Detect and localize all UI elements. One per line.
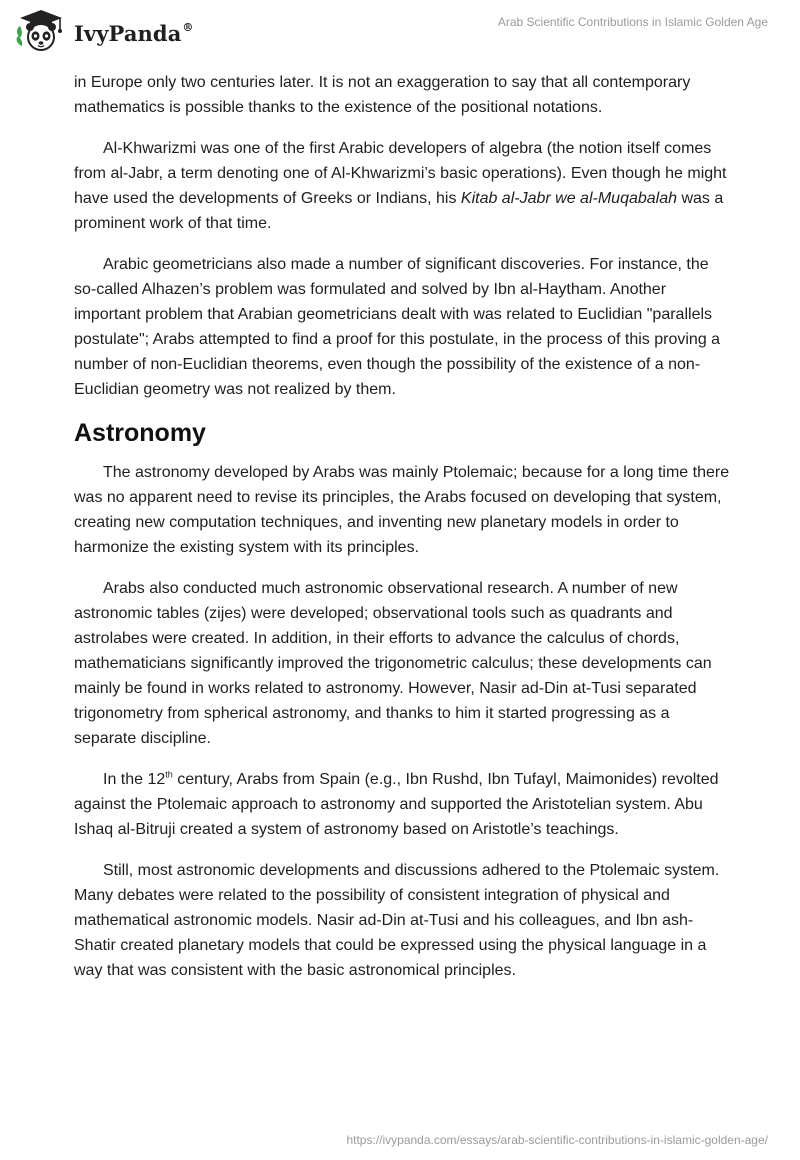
ivypanda-logo[interactable] xyxy=(14,8,194,54)
paragraph-7: Still, most astronomic developments and discussions adhered to the Ptolemaic system. Many debates were related to the possibility of consistent integration of physical and mathematical astronomic models. Nasir ad-Din at-Tusi and his colleagues, and Ibn ash-Shatir created planetary models that could be expressed using the physical language in a way that was consistent with the basic astronomical principles. xyxy=(74,862,720,979)
source-url[interactable]: https://ivypanda.com/essays/arab-scientific-contributions-in-islamic-golden-age/ xyxy=(346,1133,768,1147)
paragraph-2-text-b: was a prominent work of that time. xyxy=(74,190,724,232)
paragraph-6 xyxy=(74,767,734,842)
registered-mark: ® xyxy=(182,20,194,34)
paragraph-4: The astronomy developed by Arabs was mainly Ptolemaic; because for a long time there was no apparent need to revise its principles, the Arabs focused on developing that system, creating new computation techniques, and inventing new planetary models in order to harmonize the existing system with its principles. xyxy=(74,464,730,556)
paragraph-6-text-b: century, Arabs from Spain (e.g., Ibn Rushd, Ibn Tufayl, Maimonides) revolted against the Ptolemaic approach to astronomy and supported the Aristotelian system. Abu Ishaq al-Bitruji created a system of astronomy based on Aristotle’s teachings. xyxy=(74,771,719,838)
book-title: Kitab al-Jabr we al-Muqabalah xyxy=(460,190,678,207)
section-heading-astronomy: Astronomy xyxy=(74,419,206,447)
paragraph-6-text-a: In the 12 xyxy=(103,771,166,788)
paragraph-2 xyxy=(74,136,734,236)
ordinal-suffix: th xyxy=(165,769,173,780)
paragraph-3: Arabic geometricians also made a number of significant discoveries. For instance, the so-called Alhazen’s problem was formulated and solved by Ibn al-Haytham. Another important problem that Arabian geometricians dealt with was related to Euclidian "parallels postulate"; Arabs attempted to find a proof for this postulate, in the process of this proving a number of non-Euclidian theorems, even though the possibility of the existence of a non-Euclidian geometry was not realized by them. xyxy=(74,256,721,398)
page-header xyxy=(0,0,800,64)
logo-wordmark xyxy=(74,21,194,46)
panda-graduate-icon xyxy=(14,8,68,54)
paragraph-5: Arabs also conducted much astronomic observational research. A number of new astronomic tables (zijes) were developed; observational tools such as quadrants and astrolabes were created. In addition, in their efforts to advance the calculus of chords, mathematicians significantly improved the trigonometric calculus; these developments can mainly be found in works related to astronomy. However, Nasir ad-Din at-Tusi separated trigonometry from spherical astronomy, and thanks to him it started progressing as a separate discipline. xyxy=(74,580,712,747)
paragraph-1: in Europe only two centuries later. It is not an exaggeration to say that all contemporary mathematics is possible thanks to the existence of the positional notations. xyxy=(74,74,691,116)
paragraph-2-text-a: Al-Khwarizmi was one of the first Arabic developers of algebra (the notion itself comes from al-Jabr, a term denoting one of Al-Khwarizmi’s basic operations). Even though he might have used the developments of Greeks or Indians, his xyxy=(74,140,727,207)
document-title: Arab Scientific Contributions in Islamic Golden Age xyxy=(497,15,768,29)
logo-text: IvyPanda xyxy=(74,20,182,46)
essay-content xyxy=(74,70,734,999)
